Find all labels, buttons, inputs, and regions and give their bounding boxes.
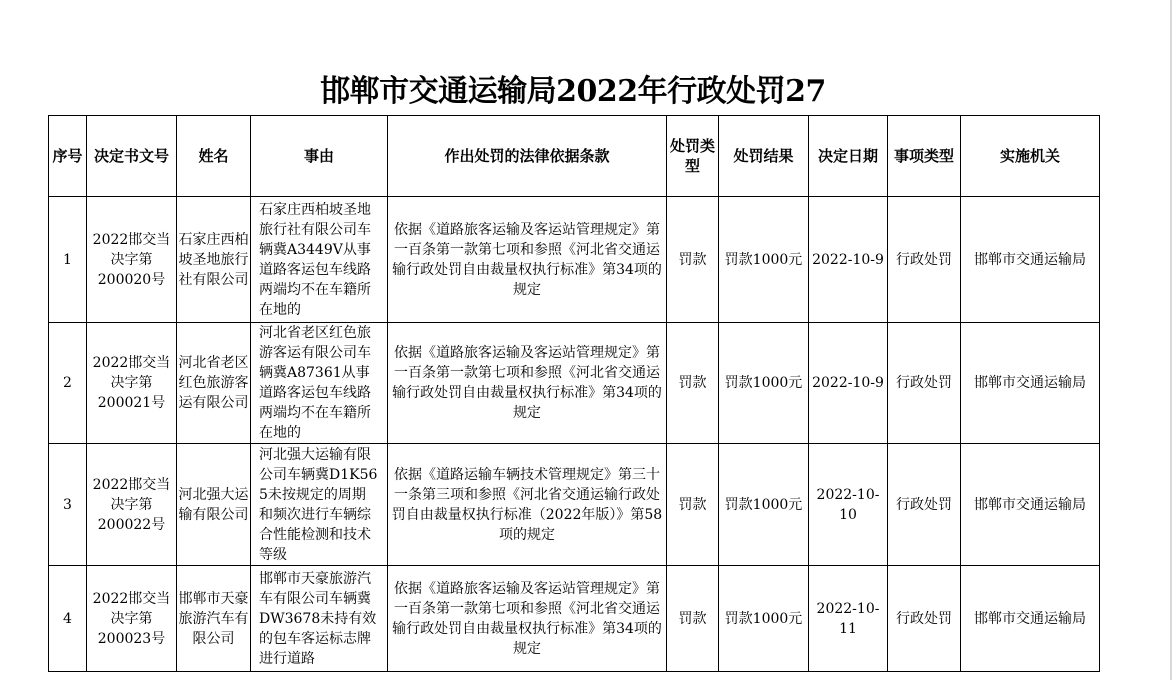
header-reason: 事由 — [251, 116, 388, 197]
header-name: 姓名 — [177, 116, 251, 197]
cell-type: 罚款 — [667, 444, 719, 566]
cell-seq: 3 — [49, 444, 87, 566]
penalty-table — [48, 115, 1100, 672]
header-doc: 决定书文号 — [87, 116, 177, 197]
table-row — [49, 323, 1100, 444]
header-type: 处罚类型 — [667, 116, 719, 197]
cell-result: 罚款1000元 — [719, 444, 809, 566]
cell-result: 罚款1000元 — [719, 566, 809, 672]
cell-reason: 河北强大运输有限公司车辆冀D1K565未按规定的周期和频次进行车辆综合性能检测和技术等级 — [259, 446, 378, 563]
cell-category: 行政处罚 — [888, 566, 961, 672]
cell-name: 河北强大运输有限公司 — [177, 444, 251, 566]
cell-date: 2022-10-9 — [809, 197, 888, 323]
table-row — [49, 197, 1100, 323]
cell-seq: 2 — [49, 323, 87, 444]
cell-doc: 2022邯交当决字第200023号 — [87, 566, 177, 672]
cell-doc: 2022邯交当决字第200022号 — [87, 444, 177, 566]
cell-reason: 石家庄西柏坡圣地旅行社有限公司车辆冀A3449V从事道路客运包车线路两端均不在车籍所在地的 — [259, 201, 371, 318]
cell-date: 2022-10-9 — [809, 323, 888, 444]
cell-name: 邯郸市天豪旅游汽车有限公司 — [177, 566, 251, 672]
cell-agency: 邯郸市交通运输局 — [961, 444, 1100, 566]
page-title: 邯郸市交通运输局2022年行政处罚27 — [320, 74, 826, 109]
cell-doc: 2022邯交当决字第200021号 — [87, 323, 177, 444]
cell-basis: 依据《道路旅客运输及客运站管理规定》第一百条第一款第七项和参照《河北省交通运输行政处罚自由裁量权执行标准》第34项的规定 — [388, 566, 667, 672]
cell-reason-wrap — [251, 197, 388, 323]
cell-name: 河北省老区红色旅游客运有限公司 — [177, 323, 251, 444]
cell-basis: 依据《道路旅客运输及客运站管理规定》第一百条第一款第七项和参照《河北省交通运输行政处罚自由裁量权执行标准》第34项的规定 — [388, 197, 667, 323]
cell-agency: 邯郸市交通运输局 — [961, 197, 1100, 323]
cell-category: 行政处罚 — [888, 444, 961, 566]
page-edge-divider — [1170, 0, 1172, 680]
header-basis: 作出处罚的法律依据条款 — [388, 116, 667, 197]
cell-agency: 邯郸市交通运输局 — [961, 323, 1100, 444]
cell-reason-wrap — [251, 444, 388, 566]
cell-type: 罚款 — [667, 197, 719, 323]
cell-reason-wrap — [251, 566, 388, 672]
cell-name: 石家庄西柏坡圣地旅行社有限公司 — [177, 197, 251, 323]
header-category: 事项类型 — [888, 116, 961, 197]
cell-result: 罚款1000元 — [719, 323, 809, 444]
cell-seq: 4 — [49, 566, 87, 672]
header-result: 处罚结果 — [719, 116, 809, 197]
header-date: 决定日期 — [809, 116, 888, 197]
cell-seq: 1 — [49, 197, 87, 323]
cell-date: 2022-10-10 — [809, 444, 888, 566]
header-agency: 实施机关 — [961, 116, 1100, 197]
cell-doc: 2022邯交当决字第200020号 — [87, 197, 177, 323]
cell-reason-wrap — [251, 323, 388, 444]
table-header-row — [49, 116, 1100, 197]
cell-reason: 邯郸市天豪旅游汽车有限公司车辆冀DW3678未持有效的包车客运标志牌进行道路 — [259, 570, 377, 667]
table-row — [49, 566, 1100, 672]
cell-type: 罚款 — [667, 323, 719, 444]
cell-date: 2022-10-11 — [809, 566, 888, 672]
cell-basis: 依据《道路旅客运输及客运站管理规定》第一百条第一款第七项和参照《河北省交通运输行政处罚自由裁量权执行标准》第34项的规定 — [388, 323, 667, 444]
header-seq: 序号 — [49, 116, 87, 197]
cell-category: 行政处罚 — [888, 323, 961, 444]
cell-basis: 依据《道路运输车辆技术管理规定》第三十一条第三项和参照《河北省交通运输行政处罚自由裁量权执行标准（2022年版）》第58项的规定 — [388, 444, 667, 566]
table-row — [49, 444, 1100, 566]
cell-agency: 邯郸市交通运输局 — [961, 566, 1100, 672]
cell-reason: 河北省老区红色旅游客运有限公司车辆冀A87361从事道路客运包车线路两端均不在车籍所在地的 — [259, 325, 371, 441]
cell-result: 罚款1000元 — [719, 197, 809, 323]
cell-type: 罚款 — [667, 566, 719, 672]
cell-category: 行政处罚 — [888, 197, 961, 323]
